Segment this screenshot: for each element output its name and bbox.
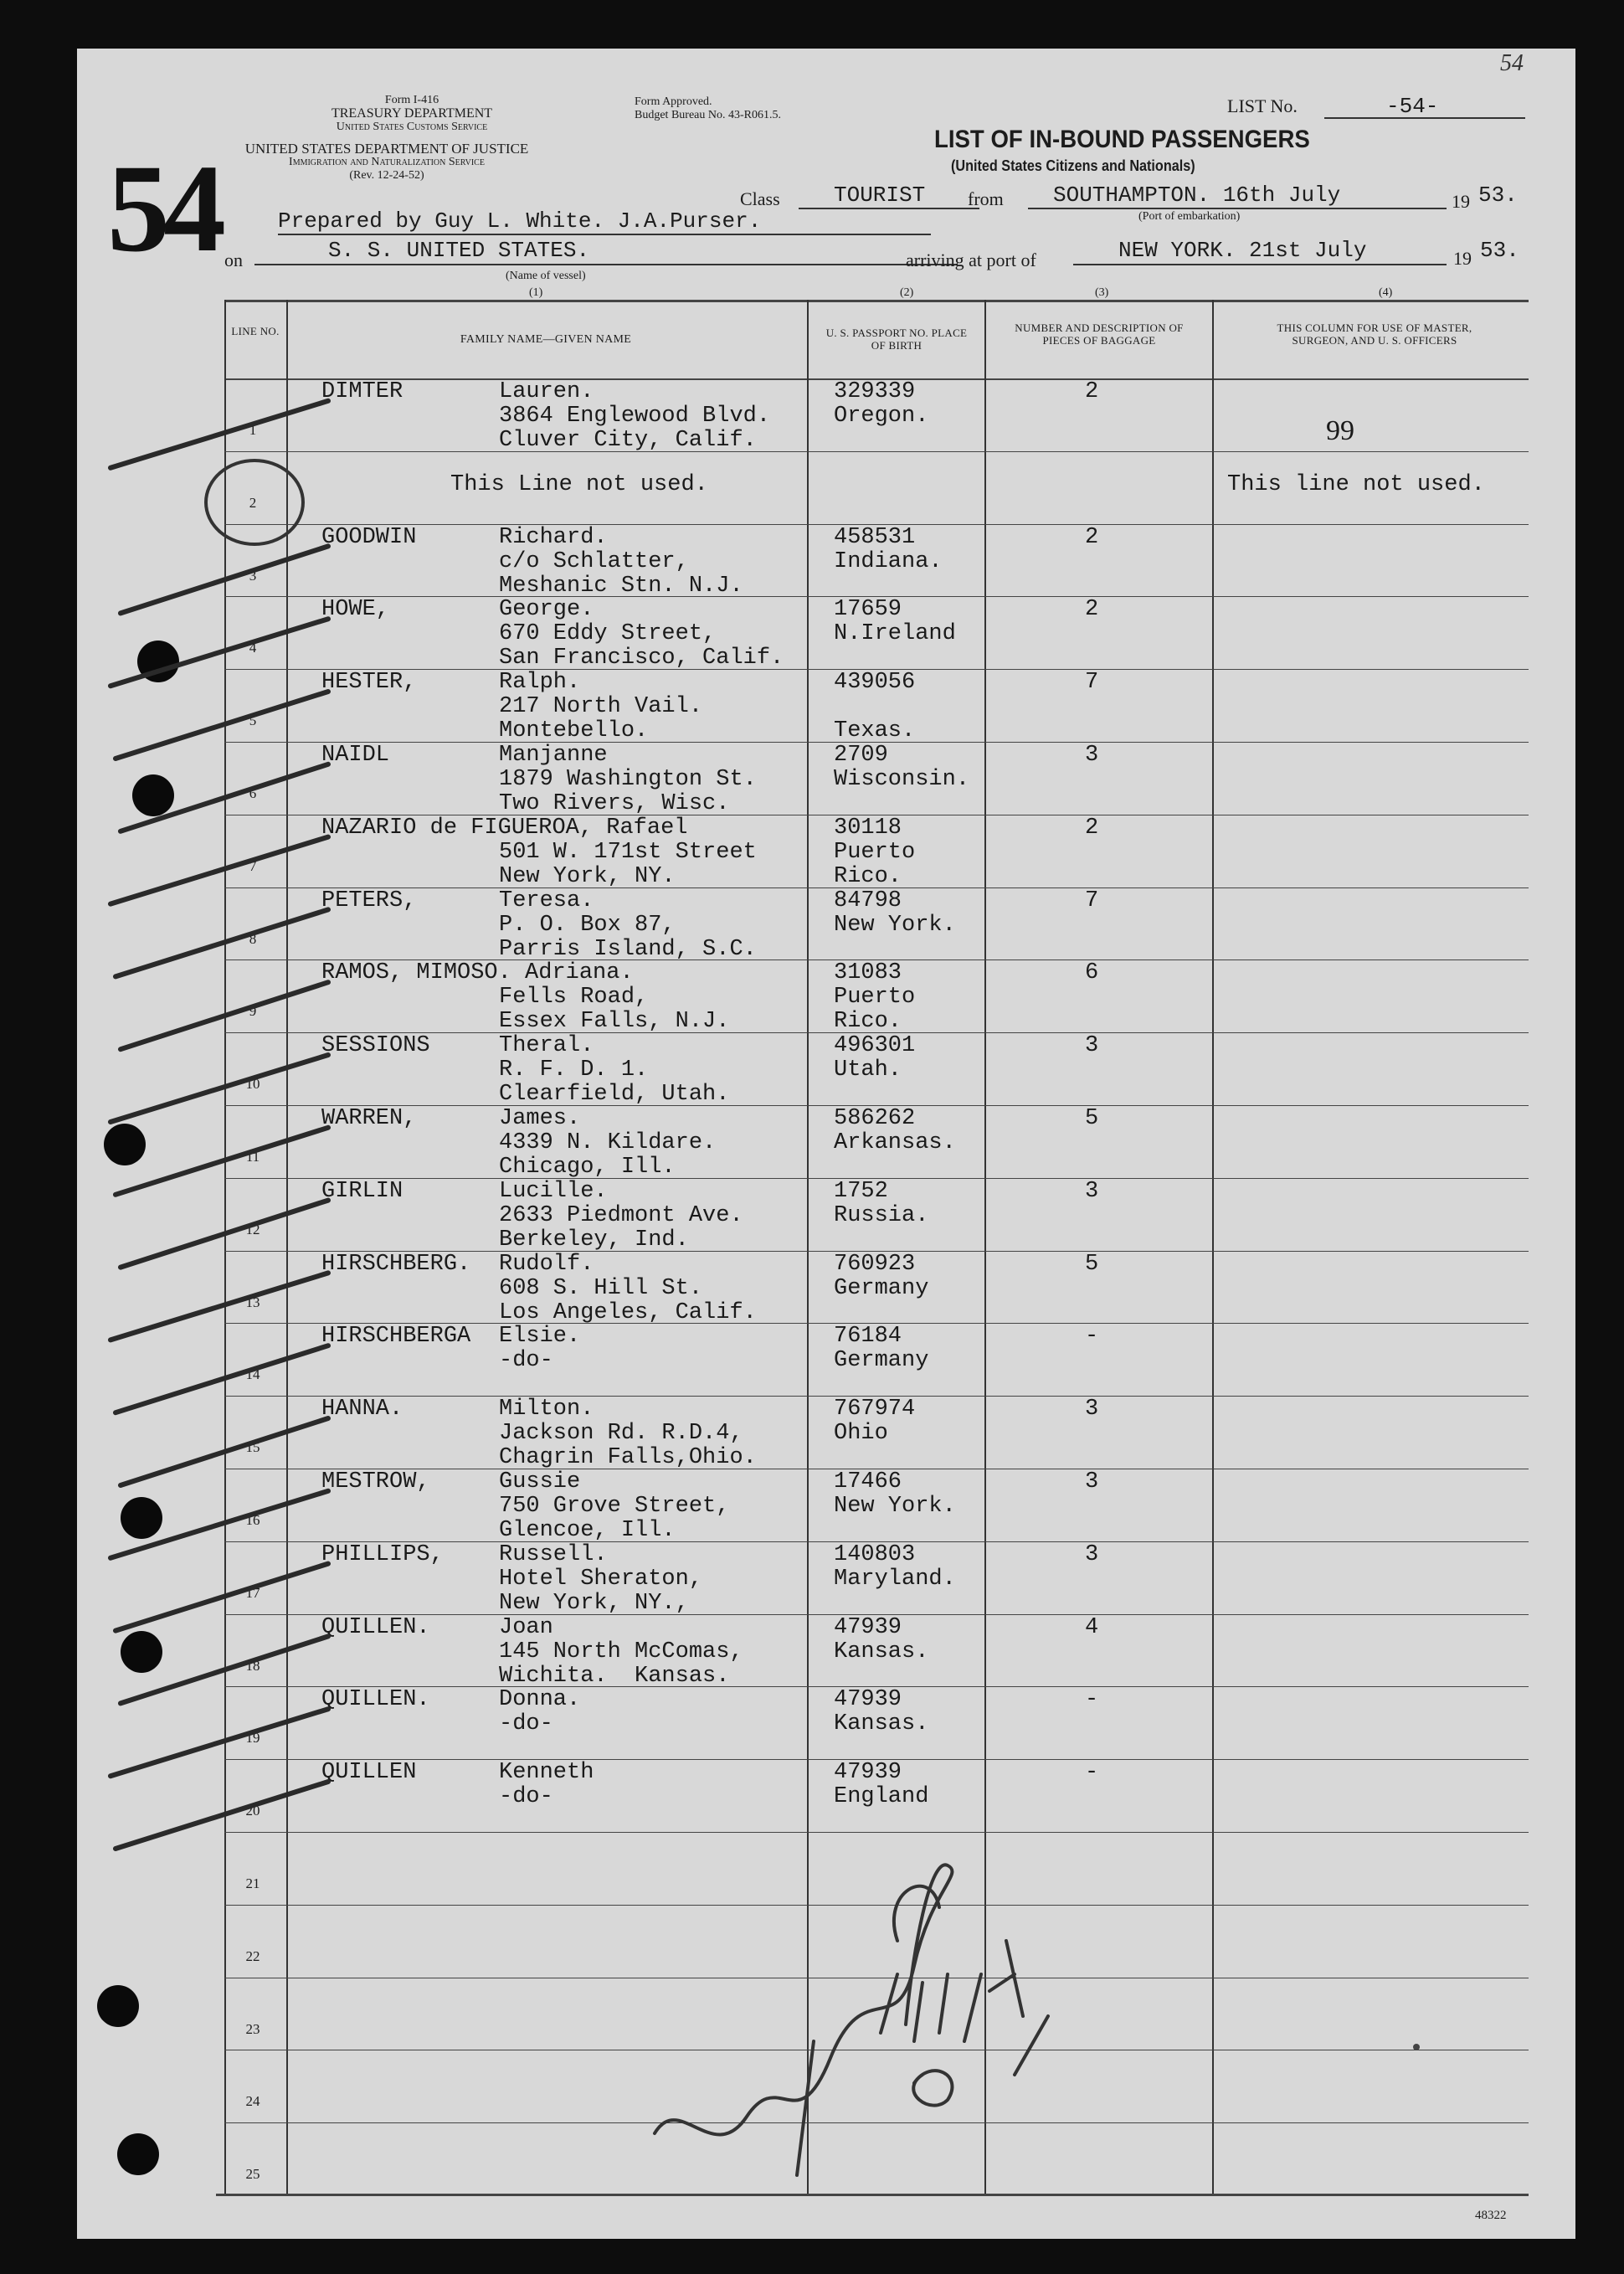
line-number: 15 (245, 1439, 260, 1455)
address-line: c/o Schlatter, (499, 548, 689, 574)
passport-birthplace: Indiana. (834, 548, 943, 574)
address-line: 1879 Washington St. (499, 767, 757, 792)
from-year: 53. (1478, 183, 1518, 208)
check-stroke (116, 1345, 328, 1412)
col-num-4: (4) (1379, 286, 1393, 299)
list-number-stamp: 54 (107, 139, 219, 278)
passport-birthplace: 458531 (834, 524, 916, 550)
check-stroke (116, 692, 328, 759)
arriving-year-prefix: 19 (1453, 248, 1472, 269)
col-header-baggage: NUMBER AND DESCRIPTION OF PIECES OF BAGGAGE (1015, 322, 1184, 347)
baggage-count: 2 (1085, 597, 1099, 623)
given-name: Lucille. (499, 1178, 608, 1204)
family-name: HESTER, (321, 670, 417, 696)
line-number: 17 (245, 1585, 260, 1601)
given-name: George. (499, 597, 594, 623)
line-number: 13 (245, 1294, 260, 1310)
check-stroke (110, 1055, 328, 1122)
address-line: Meshanic Stn. N.J. (499, 573, 743, 599)
handwritten-annotations (77, 49, 1575, 2239)
baggage-count: 2 (1085, 815, 1099, 841)
given-name: Milton. (499, 1397, 594, 1423)
baggage-count: - (1085, 1760, 1099, 1786)
address-line: 3864 Englewood Blvd. (499, 404, 771, 429)
family-name: SESSIONS (321, 1033, 430, 1059)
passport-birthplace: Wisconsin. (834, 767, 970, 792)
family-name: HANNA. (321, 1397, 403, 1423)
family-name: MESTROW, (321, 1469, 430, 1495)
address-line: 750 Grove Street, (499, 1494, 730, 1519)
family-name: WARREN, (321, 1106, 417, 1131)
baggage-count: 7 (1085, 887, 1099, 913)
baggage-count: 5 (1085, 1106, 1099, 1131)
baggage-count: 3 (1085, 1469, 1099, 1495)
address-line: Chicago, Ill. (499, 1155, 676, 1180)
line-number: 2 (249, 495, 257, 511)
page-subtitle: (United States Citizens and Nationals) (951, 157, 1195, 174)
address-line: 608 S. Hill St. (499, 1275, 703, 1301)
line-number: 12 (245, 1222, 260, 1237)
passport-birthplace: Oregon. (834, 404, 929, 429)
vessel-name: S. S. UNITED STATES. (328, 238, 590, 263)
form-number: Form I-416 (384, 94, 439, 106)
line-number: 25 (245, 2166, 260, 2182)
line-number: 22 (245, 1948, 260, 1964)
address-line: Los Angeles, Calif. (499, 1299, 757, 1325)
address-line: 217 North Vail. (499, 694, 703, 720)
passport-birthplace: 30118 (834, 815, 902, 841)
passport-birthplace: 439056 (834, 670, 916, 696)
baggage-count: 3 (1085, 1033, 1099, 1059)
passport-birthplace: Germany (834, 1348, 929, 1374)
address-line: Chagrin Falls,Ohio. (499, 1445, 757, 1471)
family-name: QUILLEN (321, 1760, 417, 1786)
check-stroke (121, 546, 328, 613)
given-name: Donna. (499, 1687, 581, 1713)
passport-birthplace: Puerto (834, 839, 916, 865)
passport-birthplace: 17466 (834, 1469, 902, 1495)
check-stroke (110, 1273, 328, 1340)
address-line: Fells Road, (499, 985, 649, 1011)
address-line: -do- (499, 1348, 553, 1374)
address-line: -do- (499, 1711, 553, 1737)
col-num-2: (2) (900, 286, 914, 299)
page-title: LIST OF IN-BOUND PASSENGERS (934, 126, 1310, 153)
address-line: Glencoe, Ill. (499, 1518, 676, 1543)
passport-birthplace: 586262 (834, 1106, 916, 1131)
check-stroke (121, 1636, 328, 1703)
address-line: New York, NY. (499, 863, 676, 889)
form-print-number: 48322 (1475, 2209, 1507, 2222)
from-value: SOUTHAMPTON. 16th July (1053, 183, 1341, 208)
family-name: QUILLEN. (321, 1687, 430, 1713)
list-no-value: -54- (1386, 94, 1439, 119)
passport-birthplace: N.Ireland (834, 621, 956, 647)
given-name: Teresa. (499, 887, 594, 913)
family-name: HIRSCHBERG. (321, 1251, 471, 1277)
passport-birthplace: 2709 (834, 743, 888, 768)
passport-birthplace: New York. (834, 1494, 956, 1519)
passport-birthplace: Rico. (834, 1009, 902, 1035)
passport-birthplace: Puerto (834, 985, 916, 1011)
address-line: 2633 Piedmont Ave. (499, 1202, 743, 1228)
customs-service: United States Customs Service (336, 121, 488, 133)
line-number: 8 (249, 931, 257, 947)
passport-birthplace: Kansas. (834, 1639, 929, 1664)
address-line: Jackson Rd. R.D.4, (499, 1421, 743, 1447)
baggage-count: 3 (1085, 1178, 1099, 1204)
col-header-name: FAMILY NAME—GIVEN NAME (460, 333, 632, 346)
baggage-count: - (1085, 1324, 1099, 1350)
passport-birthplace: Rico. (834, 863, 902, 889)
check-stroke (110, 401, 328, 468)
check-stroke (121, 1201, 328, 1268)
baggage-count: 5 (1085, 1251, 1099, 1277)
from-label: from (968, 188, 1004, 209)
treasury-dept: TREASURY DEPARTMENT (331, 106, 493, 121)
passport-birthplace: Utah. (834, 1057, 902, 1083)
arriving-label: arriving at port of (906, 250, 1036, 270)
address-line: San Francisco, Calif. (499, 646, 784, 671)
officer-note: 99 (1326, 415, 1354, 446)
col-header-officers: THIS COLUMN FOR USE OF MASTER, SURGEON, AND U. S. OFFICERS (1277, 322, 1472, 347)
passport-birthplace: 329339 (834, 379, 916, 404)
line-number: 1 (249, 422, 257, 438)
line-number: 19 (245, 1730, 260, 1746)
rev-line: (Rev. 12-24-52) (349, 169, 424, 182)
line-number: 9 (249, 1003, 257, 1019)
passport-birthplace: Russia. (834, 1202, 929, 1228)
baggage-count: 3 (1085, 743, 1099, 768)
address-line: 4339 N. Kildare. (499, 1130, 717, 1155)
class-value: TOURIST (834, 183, 926, 208)
line-number: 4 (249, 640, 257, 656)
checkmark-strokes (110, 401, 328, 1849)
line-number: 7 (249, 858, 257, 874)
family-name: NAZARIO de FIGUEROA, Rafael (321, 815, 688, 841)
passport-birthplace: 17659 (834, 597, 902, 623)
col-header-line-no: LINE NO. (231, 325, 280, 337)
given-name: Lauren. (499, 379, 594, 404)
check-stroke (121, 764, 328, 831)
address-line: P. O. Box 87, (499, 912, 676, 938)
family-name: HIRSCHBERGA (321, 1324, 471, 1350)
address-line: Montebello. (499, 718, 649, 744)
address-line: New York, NY., (499, 1590, 689, 1616)
check-stroke (116, 1782, 328, 1849)
address-line: Clearfield, Utah. (499, 1082, 730, 1108)
passport-birthplace: Texas. (834, 718, 916, 744)
doj-line: UNITED STATES DEPARTMENT OF JUSTICE (244, 141, 529, 157)
address-line: Berkeley, Ind. (499, 1227, 689, 1253)
check-stroke (110, 837, 328, 904)
address-line: Hotel Sheraton, (499, 1566, 703, 1592)
family-name: QUILLEN. (321, 1614, 430, 1640)
passport-birthplace: Maryland. (834, 1566, 956, 1592)
baggage-count: 2 (1085, 524, 1099, 550)
check-stroke (110, 1709, 328, 1776)
baggage-count: 2 (1085, 379, 1099, 404)
family-name: PHILLIPS, (321, 1541, 444, 1567)
line-2-circle (206, 460, 303, 544)
address-line: Wichita. Kansas. (499, 1663, 730, 1689)
given-name: Theral. (499, 1033, 594, 1059)
passport-birthplace: 496301 (834, 1033, 916, 1059)
from-year-prefix: 19 (1452, 191, 1470, 212)
passenger-list-sheet (77, 49, 1575, 2239)
passport-birthplace: England (834, 1784, 929, 1810)
line-number: 24 (245, 2093, 260, 2109)
given-name: Elsie. (499, 1324, 581, 1350)
col-header-passport: U. S. PASSPORT NO. PLACE OF BIRTH (825, 327, 968, 352)
passport-birthplace: 31083 (834, 960, 902, 986)
line-number: 20 (245, 1803, 260, 1819)
corner-handwritten-number: 54 (1500, 50, 1524, 76)
address-line: 670 Eddy Street, (499, 621, 717, 647)
given-name: Kenneth (499, 1760, 594, 1786)
class-label: Class (740, 188, 780, 209)
passport-birthplace: 47939 (834, 1614, 902, 1640)
arriving-value: NEW YORK. 21st July (1118, 238, 1367, 263)
given-name: Ralph. (499, 670, 581, 696)
line-number: 23 (245, 2021, 260, 2037)
address-line: Cluver City, Calif. (499, 428, 757, 453)
line-number: 5 (249, 713, 257, 728)
col-num-3: (3) (1095, 286, 1109, 299)
baggage-count: 6 (1085, 960, 1099, 986)
signature-scribble (655, 1865, 1048, 2175)
given-name: Russell. (499, 1541, 608, 1567)
passport-birthplace: 47939 (834, 1687, 902, 1713)
passport-birthplace: 1752 (834, 1178, 888, 1204)
given-name: Gussie (499, 1469, 581, 1495)
arriving-year: 53. (1480, 238, 1519, 263)
line-number: 10 (245, 1076, 260, 1092)
check-stroke (121, 982, 328, 1049)
form-approved-line: Form Approved. (635, 95, 712, 108)
passport-birthplace: 760923 (834, 1251, 916, 1277)
family-name: HOWE, (321, 597, 390, 623)
given-name: Rudolf. (499, 1251, 594, 1277)
line-number: 3 (249, 568, 257, 584)
address-line: Two Rivers, Wisc. (499, 791, 730, 816)
passport-birthplace: Ohio (834, 1421, 888, 1447)
passport-birthplace: New York. (834, 912, 956, 938)
list-no-label: LIST No. (1227, 95, 1298, 116)
check-stroke (116, 1564, 328, 1631)
given-name: Joan (499, 1614, 553, 1640)
prepared-by: Prepared by Guy L. White. J.A.Purser. (278, 208, 762, 234)
address-line: Parris Island, S.C. (499, 936, 757, 962)
port-caption: (Port of embarkation) (1138, 210, 1241, 223)
row-notice: This Line not used. (450, 471, 708, 497)
check-stroke (116, 909, 328, 976)
vessel-caption: (Name of vessel) (506, 270, 586, 282)
line-number: 16 (245, 1512, 260, 1528)
line-number: 11 (245, 1149, 260, 1165)
passport-birthplace: 140803 (834, 1541, 916, 1567)
address-line: Essex Falls, N.J. (499, 1009, 730, 1035)
passport-birthplace: 76184 (834, 1324, 902, 1350)
address-line: -do- (499, 1784, 553, 1810)
check-stroke (110, 1491, 328, 1558)
officer-note: This line not used. (1227, 471, 1485, 497)
passport-birthplace: 47939 (834, 1760, 902, 1786)
address-line: 145 North McComas, (499, 1639, 743, 1664)
family-name: GIRLIN (321, 1178, 403, 1204)
ins-line: Immigration and Naturalization Service (289, 156, 485, 168)
family-name: NAIDL (321, 743, 390, 768)
given-name: James. (499, 1106, 581, 1131)
passport-birthplace: Arkansas. (834, 1130, 956, 1155)
passport-birthplace: 84798 (834, 887, 902, 913)
on-label: on (224, 250, 243, 270)
given-name: Manjanne (499, 743, 608, 768)
given-name: Richard. (499, 524, 608, 550)
check-stroke (121, 1418, 328, 1485)
line-number: 18 (245, 1658, 260, 1674)
check-stroke (116, 1128, 328, 1195)
passport-birthplace: Germany (834, 1275, 929, 1301)
family-name: DIMTER (321, 379, 403, 404)
baggage-count: 7 (1085, 670, 1099, 696)
passport-birthplace: Kansas. (834, 1711, 929, 1737)
address-line: 501 W. 171st Street (499, 839, 757, 865)
family-name: GOODWIN (321, 524, 417, 550)
baggage-count: 3 (1085, 1397, 1099, 1423)
line-number: 6 (249, 785, 257, 801)
col-num-1: (1) (529, 286, 543, 299)
check-stroke (110, 619, 328, 686)
baggage-count: 4 (1085, 1614, 1099, 1640)
family-name: RAMOS, MIMOSO. Adriana. (321, 960, 634, 986)
passport-birthplace: 767974 (834, 1397, 916, 1423)
baggage-count: - (1085, 1687, 1099, 1713)
address-line: R. F. D. 1. (499, 1057, 649, 1083)
line-number: 21 (245, 1875, 260, 1891)
budget-bureau-line: Budget Bureau No. 43-R061.5. (635, 109, 781, 121)
family-name: PETERS, (321, 887, 417, 913)
baggage-count: 3 (1085, 1541, 1099, 1567)
ink-dot (1413, 2044, 1420, 2050)
line-number: 14 (245, 1366, 260, 1382)
